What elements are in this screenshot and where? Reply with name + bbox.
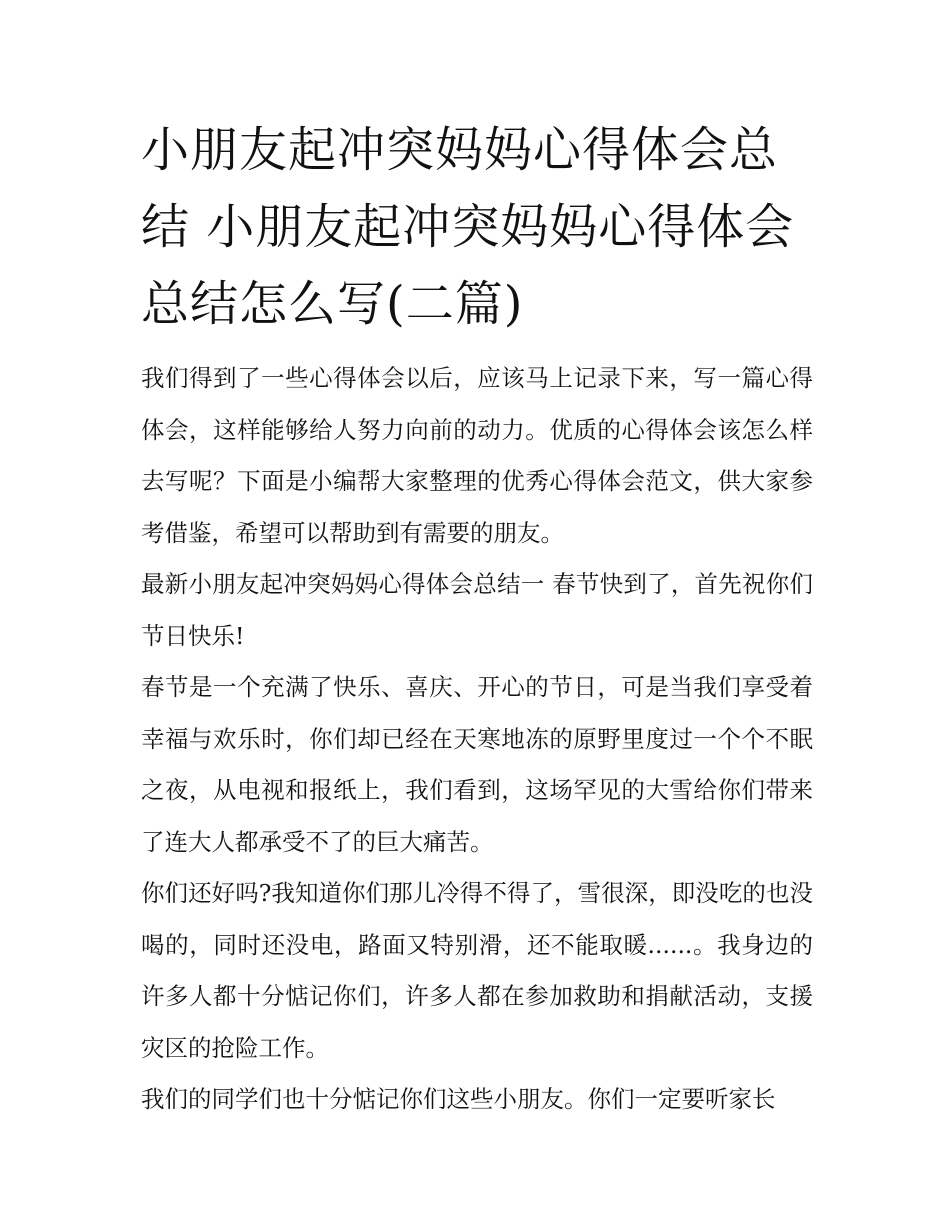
document-title: 小朋友起冲突妈妈心得体会总结 小朋友起冲突妈妈心得体会总结怎么写(二篇) [141,122,795,332]
paragraph-greeting: 你们还好吗?我知道你们那儿冷得不得了，雪很深，即没吃的也没喝的，同时还没电，路面又特别滑，还不能取暖......。我身边的许多人都十分惦记你们，许多人都在参加救助和捐献活动，支援灾区的抢险工作。 [141,879,813,1062]
paragraph-spring-festival: 春节是一个充满了快乐、喜庆、开心的节日，可是当我们享受着幸福与欢乐时，你们却已经在天寒地冻的原野里度过一个个不眠之夜，从电视和报纸上，我们看到，这场罕见的大雪给你们带来了连大人都承受不了的巨大痛苦。 [141,673,813,856]
document-page [141,112,813,1126]
paragraph-intro: 我们得到了一些心得体会以后，应该马上记录下来，写一篇心得体会，这样能够给人努力向前的动力。优质的心得体会该怎么样去写呢？下面是小编帮大家整理的优秀心得体会范文，供大家参考借鉴，希望可以帮助到有需要的朋友。 [141,364,813,547]
paragraph-section-heading: 最新小朋友起冲突妈妈心得体会总结一 春节快到了，首先祝你们节日快乐! [141,570,813,650]
paragraph-classmates: 我们的同学们也十分惦记你们这些小朋友。你们一定要听家长 [141,1085,776,1113]
document-body [141,353,813,1126]
